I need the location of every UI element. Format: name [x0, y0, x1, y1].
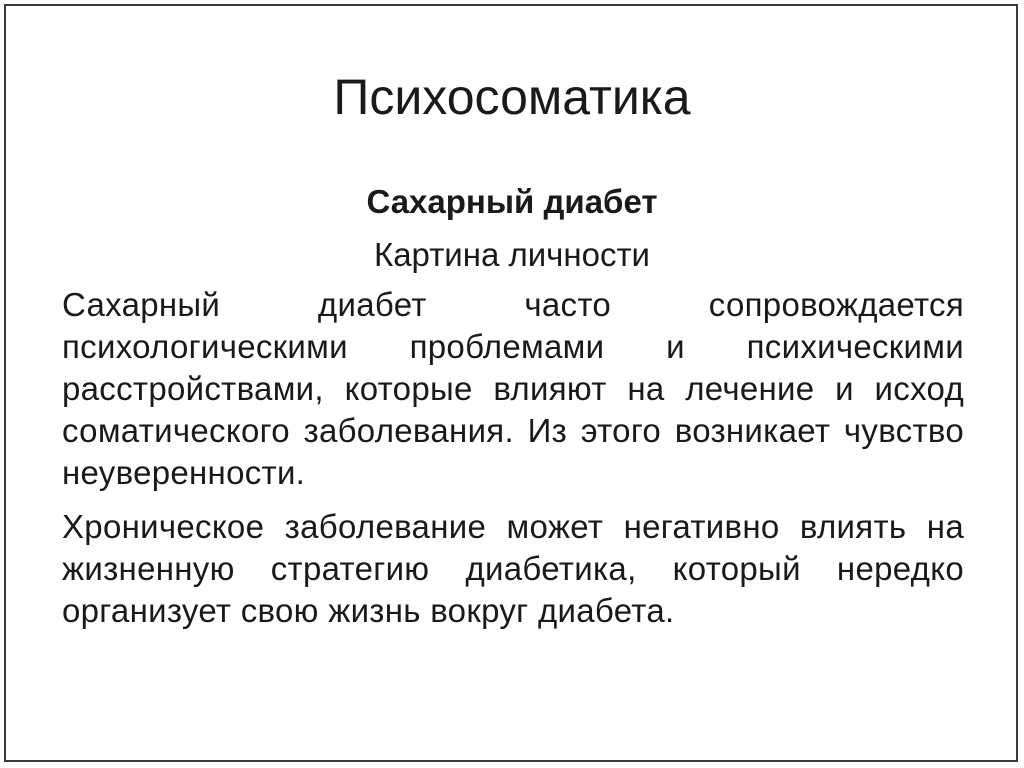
slide-body	[62, 284, 964, 632]
slide-title: Психосоматика	[333, 69, 691, 125]
body-paragraph-2: Хроническое заболевание может негативно влиять на жизненную стратегию диабетика, который нередко организует свою жизнь вокруг диабета.	[62, 508, 964, 629]
section-heading: Сахарный диабет	[366, 183, 658, 220]
section-subheading: Картина личности	[373, 236, 650, 273]
body-paragraph-1: Сахарный диабет часто сопровождается психологическими проблемами и психическими расстройствами, которые влияют на лечение и исход соматического заболевания. Из этого возникает чувство неуверенности.	[62, 286, 964, 491]
